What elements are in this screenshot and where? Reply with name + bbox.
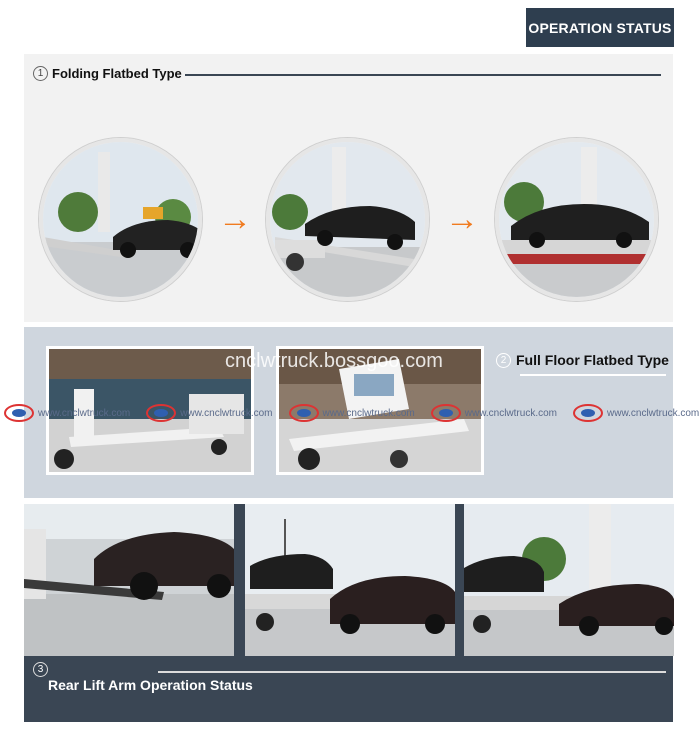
photo-rear-lift-3: [464, 504, 674, 656]
photo-folding-step-1: [39, 138, 202, 301]
watermark-item: www.cnclwtruck.com: [431, 404, 557, 422]
photo-folding-step-3: [495, 138, 658, 301]
arrow-right-icon: →: [218, 200, 252, 238]
section-3-title: Rear Lift Arm Operation Status: [48, 677, 253, 693]
section-1-number: 1: [33, 66, 48, 81]
section-2-title: Full Floor Flatbed Type: [516, 352, 669, 368]
section-3-divider: [158, 671, 666, 673]
section-3-heading: [33, 662, 48, 677]
watermark-row: [0, 403, 700, 423]
section-1-heading: [33, 66, 182, 81]
section-1-title: Folding Flatbed Type: [52, 66, 182, 81]
section-2-heading: [496, 352, 669, 368]
section-1-divider: [185, 74, 661, 76]
logo-icon: [146, 404, 176, 422]
page-title: OPERATION STATUS: [526, 8, 674, 47]
logo-icon: [4, 404, 34, 422]
watermark-item: www.cnclwtruck.com: [146, 404, 272, 422]
arrow-right-icon: →: [445, 200, 479, 238]
logo-icon: [431, 404, 461, 422]
section-2-number: 2: [496, 353, 511, 368]
watermark-center: cnclwtruck.bossgoo.com: [225, 350, 443, 372]
watermark-item: www.cnclwtruck.com: [289, 404, 415, 422]
photo-rear-lift-1: [24, 504, 234, 656]
section-3-number: 3: [33, 662, 48, 677]
logo-icon: [573, 404, 603, 422]
photo-rear-lift-2: [245, 504, 455, 656]
section-2-divider: [520, 374, 666, 376]
watermark-item: www.cnclwtruck.com: [4, 404, 130, 422]
logo-icon: [289, 404, 319, 422]
photo-folding-step-2: [266, 138, 429, 301]
watermark-item: www.cnclwtruck.com: [573, 404, 699, 422]
